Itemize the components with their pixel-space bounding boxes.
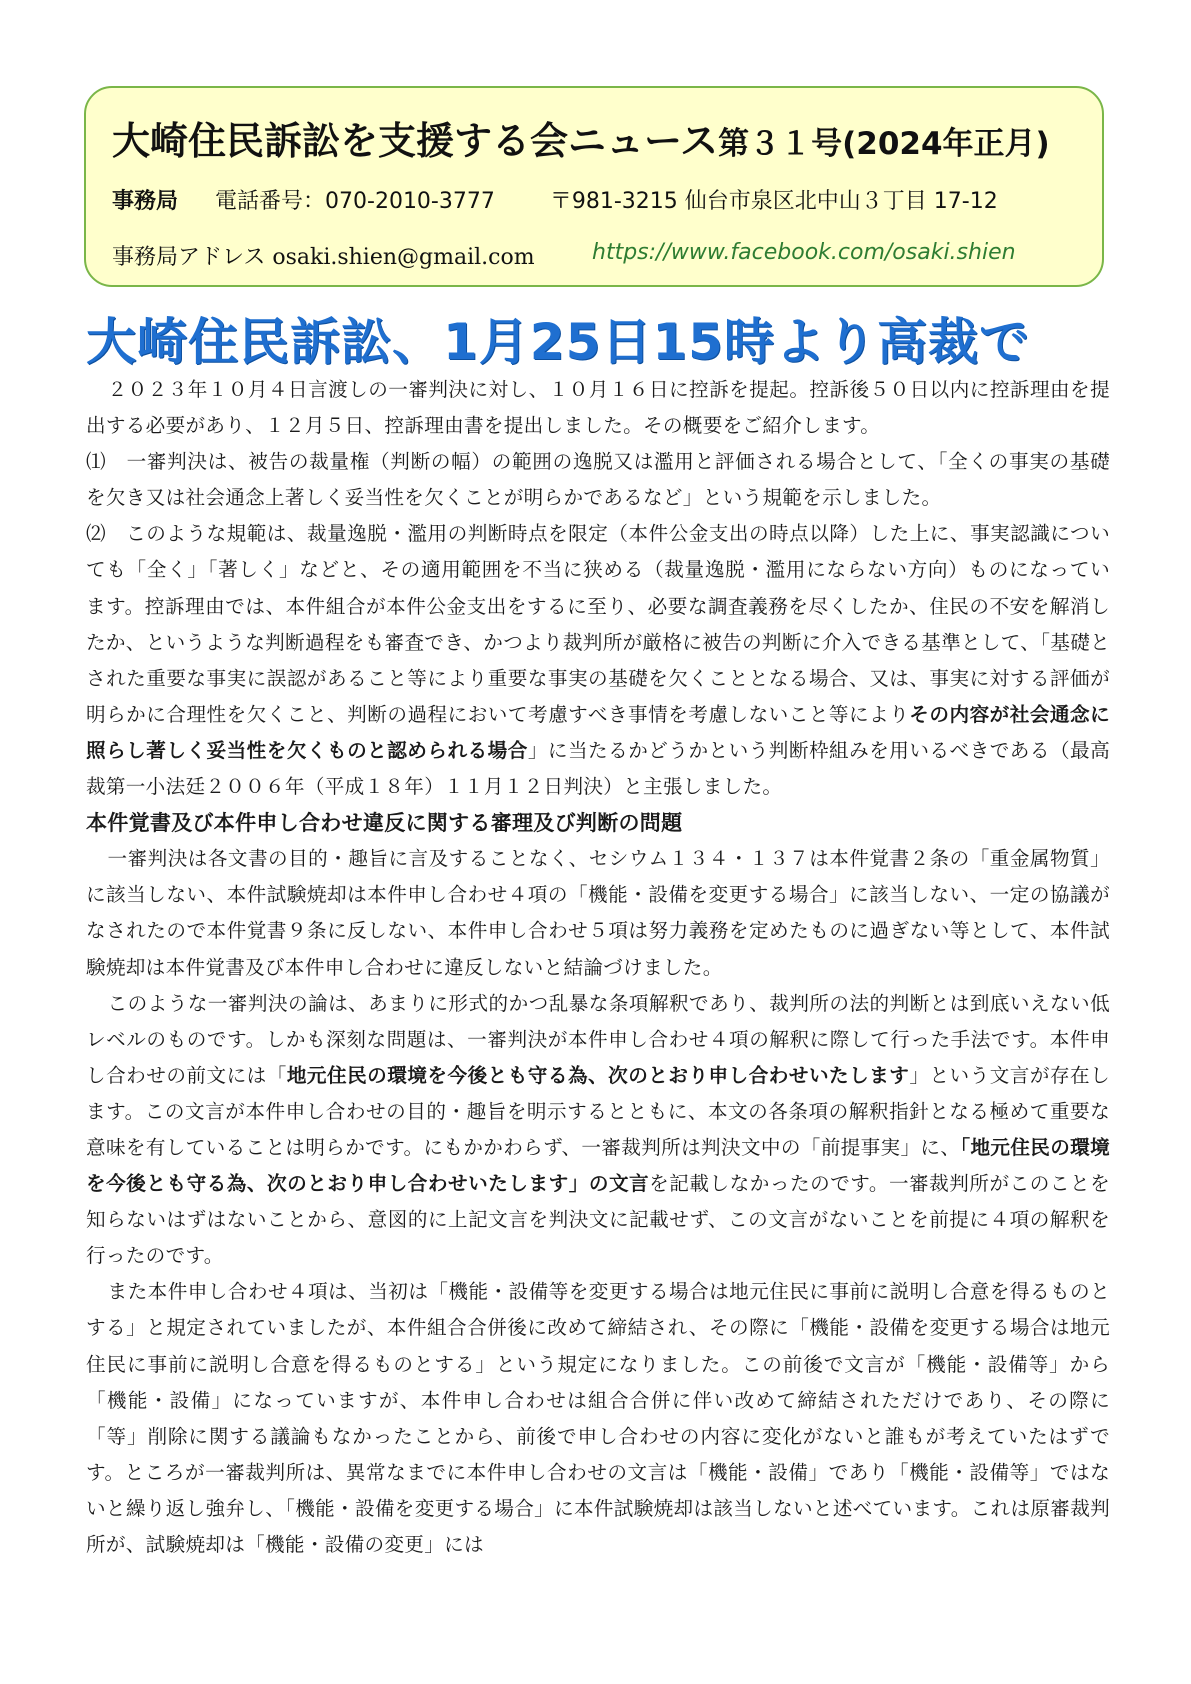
point-2-text-b: 」に当たるかどうかという判断枠組みを用いるべきである（最高裁第一小法廷２００６年（平成１８年）１１月１２日判決）と主張しました。 <box>86 738 1110 799</box>
paragraph-3-emphasis-2: 「地元住民の環境を今後とも守る為、次のとおり申し合わせいたします」の文言 <box>86 1135 1110 1196</box>
phone-number: 電話番号：070-2010-3777 <box>215 189 495 214</box>
contact-row <box>112 184 998 215</box>
article-body <box>86 372 1110 1563</box>
issue-number: 第３１号(2024年正月) <box>718 126 1050 162</box>
paragraph-3 <box>86 986 1110 1275</box>
email-address: 事務局アドレス osaki.shien@gmail.com <box>112 245 535 270</box>
paragraph-2: 一審判決は各文書の目的・趣旨に言及することなく、セシウム１３４・１３７は本件覚書２条の「重金属物質」に該当しない、本件試験焼却は本件申し合わせ４項の「機能・設備を変更する場合」に該当しない、一定の協議がなされたので本件覚書９条に反しない、本件申し合わせ５項は努力義務を定めたものに過ぎない等として、本件試験焼却は本件覚書及び本件申し合わせに違反しないと結論づけました。 <box>86 847 1110 979</box>
paragraph-3-text-b: 」という文言が存在します。この文言が本件申し合わせの目的・趣旨を明示するとともに、本文の各条項の解釈指針となる極めて重要な意味を有していることは明らかです。にもかかわらず、一審裁判所は判決文中の「前提事実」に、 <box>86 1063 1111 1159</box>
masthead <box>84 86 1104 287</box>
paragraph-3-text-a: このような一審判決の論は、あまりに形式的かつ乱暴な条項解釈であり、裁判所の法的判断とは到底いえない低レベルのものです。しかも深刻な問題は、一審判決が本件申し合わせ４項の解釈に際して行った手法です。本件申し合わせの前文には「 <box>86 991 1110 1087</box>
facebook-link[interactable]: https://www.facebook.com/osaki.shien <box>592 240 1016 265</box>
newsletter-title <box>112 110 1050 165</box>
intro-paragraph: ２０２３年１０月４日言渡しの一審判決に対し、１０月１６日に控訴を提起。控訴後５０日以内に控訴理由を提出する必要があり、１２月５日、控訴理由書を提出しました。その概要をご紹介します。 <box>86 378 1110 438</box>
point-1-paragraph: ⑴ 一審判決は、被告の裁量権（判断の幅）の範囲の逸脱又は濫用と評価される場合として、「全くの事実の基礎を欠き又は社会通念上著しく妥当性を欠くことが明らかであるなど」という規範を示しました。 <box>86 450 1110 510</box>
paragraph-4: また本件申し合わせ４項は、当初は「機能・設備等を変更する場合は地元住民に事前に説明し合意を得るものとする」と規定されていましたが、本件組合合併後に改めて締結され、その際に「機能・設備を変更する場合は地元住民に事前に説明し合意を得るものとする」という規定になりました。この前後で文言が「機能・設備等」から「機能・設備」になっていますが、本件申し合わせは組合合併に伴い改めて締結されただけであり、その際に「等」削除に関する議論もなかったことから、前後で申し合わせの内容に変化がないと誰もが考えていたはずです。ところが一審裁判所は、異常なまでに本件申し合わせの文言は「機能・設備」であり「機能・設備等」ではないと繰り返し強弁し、「機能・設備を変更する場合」に本件試験焼却は該当しないと述べています。これは原審裁判所が、試験焼却は「機能・設備の変更」には <box>86 1280 1110 1556</box>
headline: 大崎住民訴訟、1月25日15時より高裁で <box>86 313 1030 371</box>
point-2-text-a: ⑵ このような規範は、裁量逸脱・濫用の判断時点を限定（本件公金支出の時点以降）した上に、事実認識についても「全く」「著しく」などと、その適用範囲を不当に狭める（裁量逸脱・濫用にならない方向）ものになっています。控訴理由では、本件組合が本件公金支出をするに至り、必要な調査義務を尽くしたか、住民の不安を解消したか、というような判断過程をも審査でき、かつより裁判所が厳格に被告の判断に介入できる基準として、「基礎とされた重要な事実に誤認があること等により重要な事実の基礎を欠くこととなる場合、又は、事実に対する評価が明らかに合理性を欠くこと、判断の過程において考慮すべき事情を考慮しないこと等により <box>86 522 1110 726</box>
postal-address: 〒981-3215 仙台市泉区北中山３丁目 17-12 <box>549 189 998 214</box>
point-2-emphasis: その内容が社会通念に照らし著しく妥当性を欠くものと認められる場合 <box>86 702 1111 762</box>
section-subheading: 本件覚書及び本件申し合わせ違反に関する審理及び判断の問題 <box>86 811 683 836</box>
web-row <box>112 240 1016 271</box>
paragraph-3-text-c: を記載しなかったのです。一審裁判所がこのことを知らないはずはないことから、意図的に上記文言を判決文に記載せず、この文言がないことを前提に４項の解釈を行ったのです。 <box>86 1172 1110 1268</box>
newsletter-name: 大崎住民訴訟を支援する会ニュース <box>112 119 719 163</box>
point-2-paragraph <box>86 516 1110 805</box>
paragraph-3-emphasis-1: 地元住民の環境を今後とも守る為、次のとおり申し合わせいたします <box>286 1063 910 1087</box>
office-label: 事務局 <box>112 189 179 214</box>
